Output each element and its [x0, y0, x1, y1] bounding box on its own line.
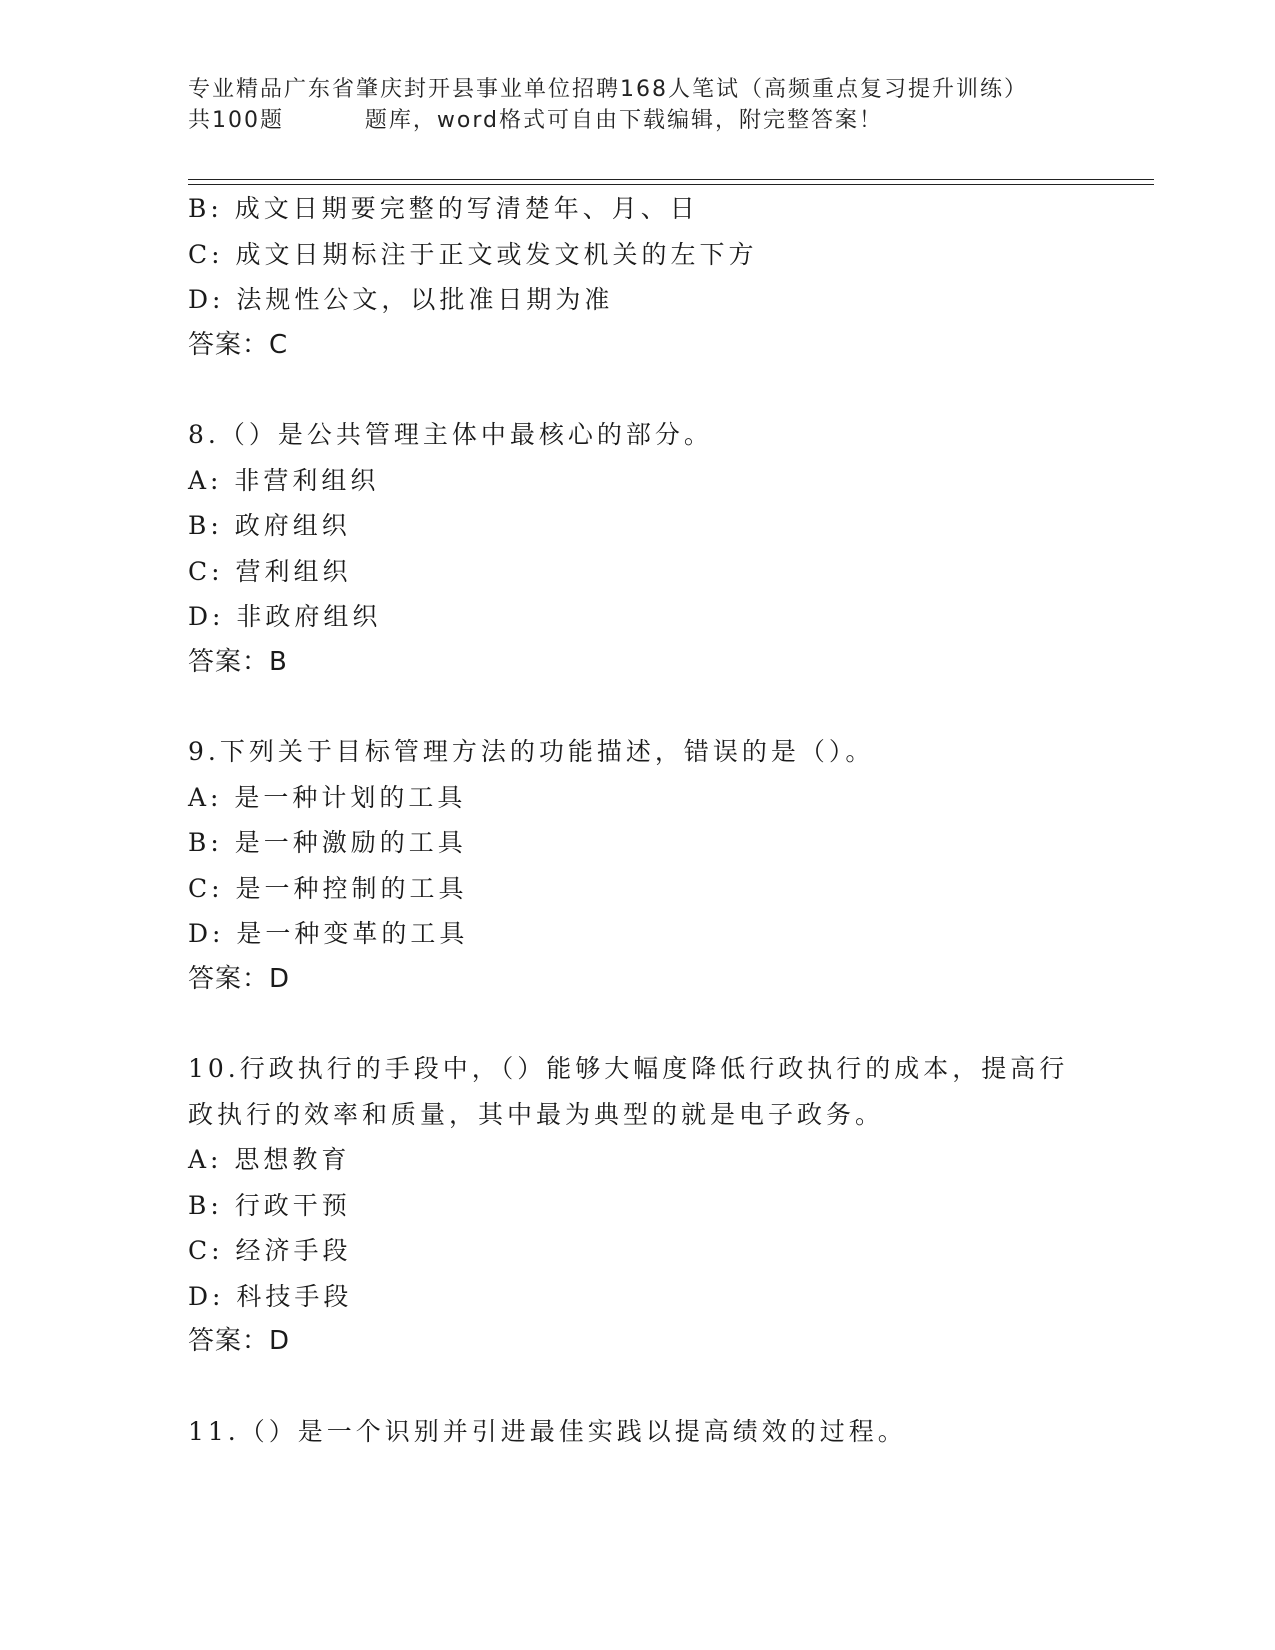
answer-line: 答案：D	[188, 963, 291, 994]
header-rule-top	[188, 179, 1154, 180]
option-c: C: 经济手段	[188, 1236, 352, 1265]
option-a: A: 是一种计划的工具	[188, 782, 467, 812]
spacer	[188, 1002, 1118, 1046]
header-subtitle-line: 共100题 题库，word格式可自由下载编辑，附完整答案！	[188, 108, 884, 133]
option-b: B: 行政干预	[188, 1190, 351, 1220]
spacer	[188, 685, 1118, 729]
answer-line: 答案：B	[188, 646, 288, 677]
option-d: D: 非政府组织	[188, 602, 382, 631]
option-c: C: 是一种控制的工具	[188, 873, 468, 903]
question-9	[188, 729, 1118, 1002]
question-stem-line-2: 政执行的效率和质量，其中最为典型的就是电子政务。	[188, 1099, 885, 1129]
question-7	[188, 186, 1118, 368]
header-rule-bottom	[188, 184, 1154, 185]
question-11	[188, 1409, 1118, 1455]
answer-line: 答案：C	[188, 329, 289, 360]
option-d: D: 法规性公文，以批准日期为准	[188, 285, 614, 314]
option-b: B: 是一种激励的工具	[188, 828, 467, 857]
answer-line: 答案：D	[188, 1326, 291, 1356]
spacer	[188, 1365, 1118, 1409]
question-stem: 11.（）是一个识别并引进最佳实践以提高绩效的过程。	[188, 1416, 907, 1446]
question-10	[188, 1046, 1118, 1365]
option-a: A: 非营利组织	[188, 465, 380, 495]
question-stem: 9.下列关于目标管理方法的功能描述，错误的是（）。	[188, 737, 875, 766]
question-stem-line-1: 10.行政执行的手段中，（）能够大幅度降低行政执行的成本，提高行	[188, 1054, 1069, 1083]
spacer	[188, 368, 1118, 412]
header-title-line: 专业精品广东省肇庆封开县事业单位招聘168人笔试（高频重点复习提升训练）	[188, 77, 1028, 102]
option-b: B: 政府组织	[188, 511, 351, 540]
option-a: A: 思想教育	[188, 1145, 351, 1174]
option-b: B: 成文日期要完整的写清楚年、月、日	[188, 194, 699, 223]
question-list	[188, 186, 1118, 1454]
option-d: D: 是一种变革的工具	[188, 919, 469, 948]
option-c: C: 营利组织	[188, 556, 352, 586]
document-header	[188, 74, 1088, 136]
question-stem: 8.（）是公共管理主体中最核心的部分。	[188, 420, 713, 449]
option-c: C: 成文日期标注于正文或发文机关的左下方	[188, 239, 758, 269]
option-d: D: 科技手段	[188, 1281, 353, 1311]
question-8	[188, 412, 1118, 685]
